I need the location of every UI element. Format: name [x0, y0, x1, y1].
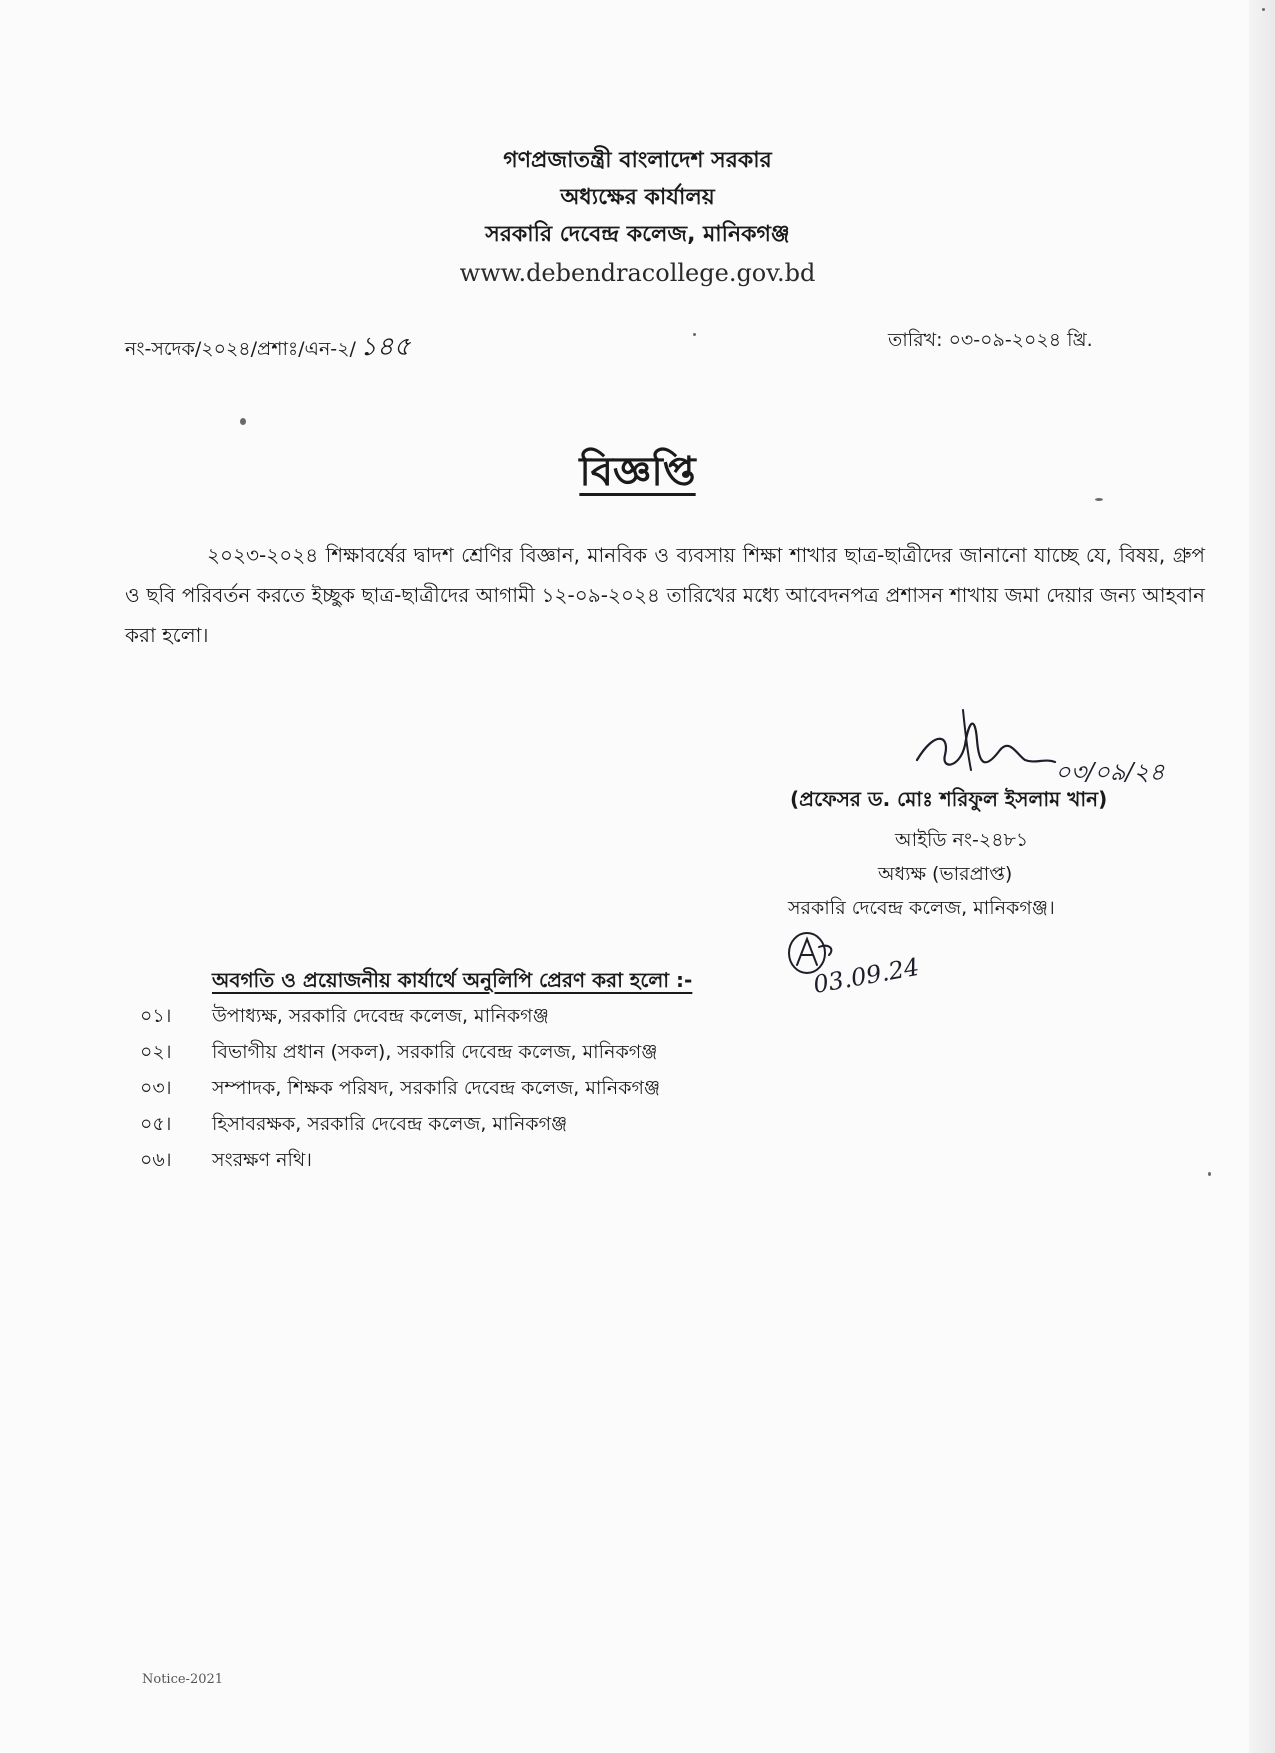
- scan-speck: [693, 333, 696, 336]
- signatory-id: আইডি নং-২৪৮১: [895, 829, 1029, 851]
- list-item-text: বিভাগীয় প্রধান (সকল), সরকারি দেবেন্দ্র কলেজ, মানিকগঞ্জ: [212, 1041, 658, 1063]
- initials-date: 03.09.24: [811, 952, 922, 999]
- government-name: গণপ্রজাতন্ত্রী বাংলাদেশ সরকার: [503, 148, 772, 173]
- list-item: [140, 1108, 660, 1144]
- signatory-institution: সরকারি দেবেন্দ্র কলেজ, মানিকগঞ্জ।: [788, 897, 1055, 919]
- list-item-text: সম্পাদক, শিক্ষক পরিষদ, সরকারি দেবেন্দ্র কলেজ, মানিকগঞ্জ: [212, 1077, 661, 1099]
- notice-title-wrap: [0, 440, 1275, 507]
- copy-to-heading: অবগতি ও প্রয়োজনীয় কার্যার্থে অনুলিপি প্রেরণ করা হলো :-: [212, 968, 693, 992]
- signatory-name: (প্রফেসর ড. মোঃ শরিফুল ইসলাম খান): [790, 787, 1108, 811]
- list-item: [140, 1072, 660, 1108]
- signature-date: ০৩/০৯/২৪: [1055, 758, 1165, 786]
- list-item: [140, 1000, 660, 1036]
- list-item-number: ০৩।: [140, 1077, 172, 1099]
- signature-icon: [905, 700, 1165, 795]
- signatory-designation: অধ্যক্ষ (ভারপ্রাপ্ত): [878, 863, 1013, 885]
- initials-icon: [785, 925, 945, 1000]
- memo-number-handwritten: ১৪৫: [359, 332, 411, 362]
- list-item-number: ০৬।: [140, 1149, 172, 1171]
- memo-number: [125, 326, 411, 370]
- list-item-text: উপাধ্যক্ষ, সরকারি দেবেন্দ্র কলেজ, মানিকগঞ্জ: [212, 1005, 549, 1027]
- website-link[interactable]: www.debendracollege.gov.bd: [459, 259, 816, 287]
- list-item-number: ০১।: [140, 1005, 172, 1027]
- notice-body: ২০২৩-২০২৪ শিক্ষাবর্ষের দ্বাদশ শ্রেণির বিজ্ঞান, মানবিক ও ব্যবসায় শিক্ষা শাখার ছাত্র-ছাত্রীদের জানানো যাচ্ছে যে, বিষয়, গ্রুপ ও ছবি পরিবর্তন করতে ইচ্ছুক ছাত্র-ছাত্রীদের আগামী ১২-০৯-২০২৪ তারিখের মধ্যে আবেদনপত্র প্রশাসন শাখায় জমা দেয়ার জন্য আহবান করা হলো।: [125, 543, 1205, 647]
- office-name: অধ্যক্ষের কার্যালয়: [560, 185, 715, 210]
- scan-speck: [1262, 8, 1265, 11]
- memo-date: তারিখ: ০৩-০৯-২০২৪ খ্রি.: [888, 329, 1093, 351]
- list-item: [140, 1036, 660, 1072]
- copy-to-list: [140, 1000, 660, 1180]
- scan-speck: [240, 418, 246, 425]
- form-code: Notice-2021: [142, 1672, 224, 1687]
- list-item: [140, 1144, 660, 1180]
- list-item-number: ০৫।: [140, 1113, 172, 1135]
- institution-name: সরকারি দেবেন্দ্র কলেজ, মানিকগঞ্জ: [485, 222, 790, 247]
- list-item-number: ০২।: [140, 1041, 172, 1063]
- list-item-text: হিসাবরক্ষক, সরকারি দেবেন্দ্র কলেজ, মানিকগঞ্জ: [212, 1113, 568, 1135]
- list-item-text: সংরক্ষণ নথি।: [212, 1149, 312, 1171]
- memo-number-prefix: নং-সদেক/২০২৪/প্রশাঃ/এন-২/: [125, 338, 356, 360]
- scan-speck: [1208, 1172, 1211, 1176]
- notice-title: বিজ্ঞপ্তি: [579, 449, 696, 495]
- letterhead: [0, 142, 1275, 293]
